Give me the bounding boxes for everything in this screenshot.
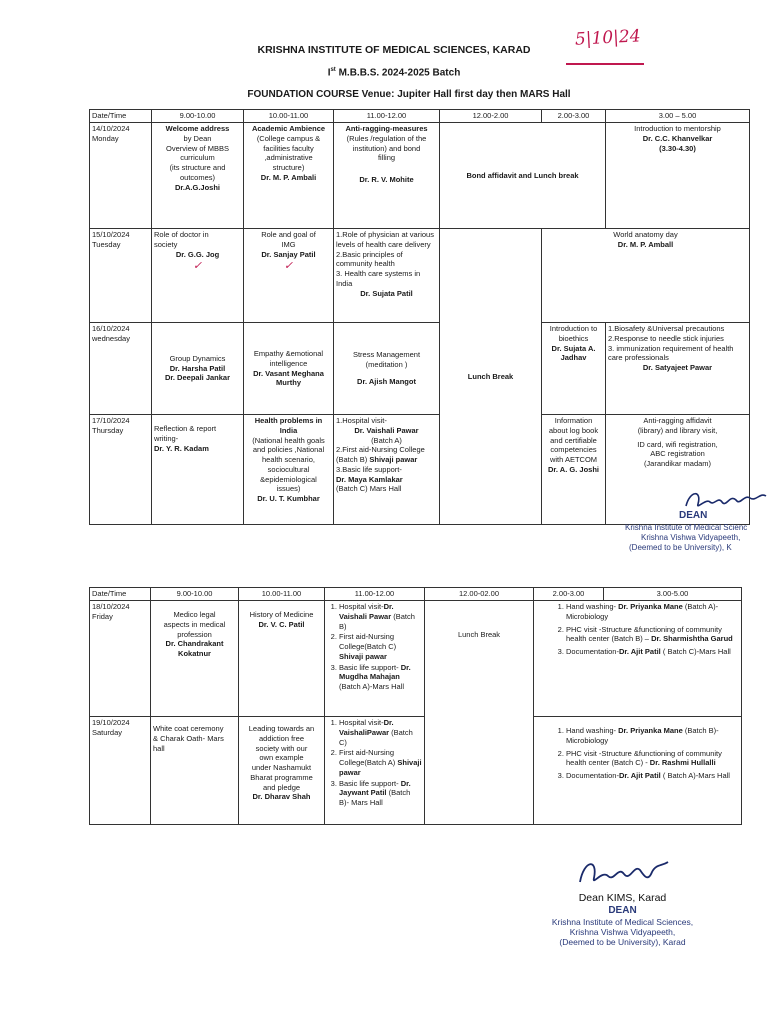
header-slot-1: 9.00-10.00 <box>151 588 239 601</box>
session-cell: Leading towards an addiction free society with our own example under Nashamukt Bharat programme and pledge Dr. Dharav Shah <box>239 717 325 825</box>
lunch-break-cell: Lunch Break <box>440 229 542 525</box>
session-cell: Stress Management (meditation ) Dr. Ajish Mangot <box>334 323 440 415</box>
date-cell: 14/10/2024 Monday <box>90 123 152 229</box>
date-cell: 19/10/2024 Saturday <box>90 717 151 825</box>
session-cell: 1. Hospital visit-Dr. VaishaliPawar (Batch C) 2. First aid-Nursing College(Batch A) Shivaji pawar 3. Basic life support- Dr. Jaywant Patil (Batch B)- Mars Hall <box>325 717 425 825</box>
date-cell: 15/10/2024 Tuesday <box>90 229 152 323</box>
header-slot-1: 9.00-10.00 <box>152 110 244 123</box>
dean-signature <box>572 852 672 892</box>
header-slot-5: 2.00-3.00 <box>534 588 604 601</box>
timetable-week-1 <box>89 109 750 525</box>
session-cell: Medico legal aspects in medical profession Dr. Chandrakant Kokatnur <box>151 601 239 717</box>
header-slot-6: 3.00-5.00 <box>604 588 742 601</box>
date-cell: 18/10/2024 Friday <box>90 601 151 717</box>
dean-stamp: Dean KIMS, Karad DEAN Krishna Institute of Medical Sciences, Krishna Vishwa Vidyapeeth, (Deemed to be University), Karad <box>551 892 694 947</box>
session-cell: Information about log book and certifiable competencies with AETCOM Dr. A. G. Joshi <box>542 415 606 525</box>
session-cell: 1. Hospital visit-Dr. Vaishali Pawar (Batch B) 2. First aid-Nursing College(Batch C) Shivaji pawar 3. Basic life support- Dr. Mugdha Mahajan (Batch A)-Mars Hall <box>325 601 425 717</box>
header-slot-3: 11.00-12.00 <box>325 588 425 601</box>
header-slot-4: 12.00-2.00 <box>440 110 542 123</box>
handwritten-date: 5|10|24 <box>574 26 642 50</box>
date-cell: 17/10/2024 Thursday <box>90 415 152 525</box>
header-slot-2: 10.00-11.00 <box>244 110 334 123</box>
session-cell: Empathy &emotional intelligence Dr. Vasant Meghana Murthy <box>244 323 334 415</box>
table-row <box>90 601 742 717</box>
table-header-row <box>90 110 750 123</box>
session-cell: 1. Hand washing- Dr. Priyanka Mane (Batch B)- Microbiology 2. PHC visit -Structure &functioning of community health center (Batch C) - Dr. Rashmi Hullalli 3. Documentation-Dr. Ajit Patil ( Batch A)-Mars Hall <box>534 717 742 825</box>
header-slot-5: 2.00-3.00 <box>542 110 606 123</box>
header-date: Date/Time <box>90 588 151 601</box>
table-row <box>90 323 750 415</box>
table-row <box>90 229 750 323</box>
session-cell: Group Dynamics Dr. Harsha Patil Dr. Deepali Jankar <box>152 323 244 415</box>
timetable-week-2 <box>89 587 742 825</box>
session-cell: Role and goal of IMG Dr. Sanjay Patil ✓ <box>244 229 334 323</box>
session-cell: History of Medicine Dr. V. C. Patil <box>239 601 325 717</box>
header-date: Date/Time <box>90 110 152 123</box>
table-row <box>90 415 750 525</box>
session-cell: Introduction to bioethics Dr. Sujata A. Jadhav <box>542 323 606 415</box>
table-header-row <box>90 588 742 601</box>
session-cell: 1.Hospital visit- Dr. Vaishali Pawar (Batch A) 2.First aid-Nursing College (Batch B) Shivaji pawar 3.Basic life support- Dr. Maya Kamlakar (Batch C) Mars Hall <box>334 415 440 525</box>
session-cell: Introduction to mentorship Dr. C.C. Khanvelkar (3.30-4.30) <box>606 123 750 229</box>
bond-affidavit-cell: Bond affidavit and Lunch break <box>440 123 606 229</box>
session-cell: Reflection & report writing- Dr. Y. R. Kadam <box>152 415 244 525</box>
table-row <box>90 717 742 825</box>
session-cell: Welcome address by Dean Overview of MBBS curriculum (its structure and outcomes) Dr.A.G.Joshi <box>152 123 244 229</box>
handwritten-underline <box>566 63 644 65</box>
header-slot-2: 10.00-11.00 <box>239 588 325 601</box>
session-cell: Role of doctor in society Dr. G.G. Jog ✓ <box>152 229 244 323</box>
check-mark-icon: ✓ <box>192 260 203 273</box>
session-cell: Academic Ambience (College campus & facilities faculty ,administrative structure) Dr. M. P. Ambali <box>244 123 334 229</box>
session-cell: World anatomy day Dr. M. P. Amball <box>542 229 750 323</box>
batch-title: Ist M.B.B.S. 2024-2025 Batch <box>327 67 461 79</box>
lunch-break-cell: Lunch Break <box>425 601 534 825</box>
session-cell: 1.Role of physician at various levels of health care delivery 2.Basic principles of community health 3. Health care systems in India Dr. Sujata Patil <box>334 229 440 323</box>
course-title: FOUNDATION COURSE Venue: Jupiter Hall first day then MARS Hall <box>247 89 571 100</box>
header-slot-4: 12.00-02.00 <box>425 588 534 601</box>
session-cell: Health problems in India (National health goals and policies ,National health scenario, sociocultural &epidemiological issues) Dr. U. T. Kumbhar <box>244 415 334 525</box>
header-slot-6: 3.00 – 5.00 <box>606 110 750 123</box>
session-cell: 1. Hand washing- Dr. Priyanka Mane (Batch A)-Microbiology 2. PHC visit -Structure &functioning of community health center (Batch B) – Dr. Sharmishtha Garud 3. Documentation-Dr. Ajit Patil ( Batch C)-Mars Hall <box>534 601 742 717</box>
session-cell: Anti-ragging-measures (Rules /regulation of the institution) and bond filling Dr. R. V. Mohite <box>334 123 440 229</box>
check-mark-icon: ✓ <box>283 260 294 273</box>
session-cell: Anti-ragging affidavit (library) and library visit, ID card, wifi registration, ABC registration (Jarandikar madam) <box>606 415 750 525</box>
table-row <box>90 123 750 229</box>
header-slot-3: 11.00-12.00 <box>334 110 440 123</box>
date-cell: 16/10/2024 wednesday <box>90 323 152 415</box>
session-cell: 1.Biosafety &Universal precautions 2.Response to needle stick injuries 3. immunization requirement of health care professionals Dr. Satyajeet Pawar <box>606 323 750 415</box>
dean-stamp-mid: DEAN Krishna Institute of Medical Scienc Krishna Vishwa Vidyapeeth, (Deemed to be University), K <box>625 510 748 552</box>
session-cell: White coat ceremony & Charak Oath- Mars hall <box>151 717 239 825</box>
institute-title: KRISHNA INSTITUTE OF MEDICAL SCIENCES, KARAD <box>257 44 531 56</box>
